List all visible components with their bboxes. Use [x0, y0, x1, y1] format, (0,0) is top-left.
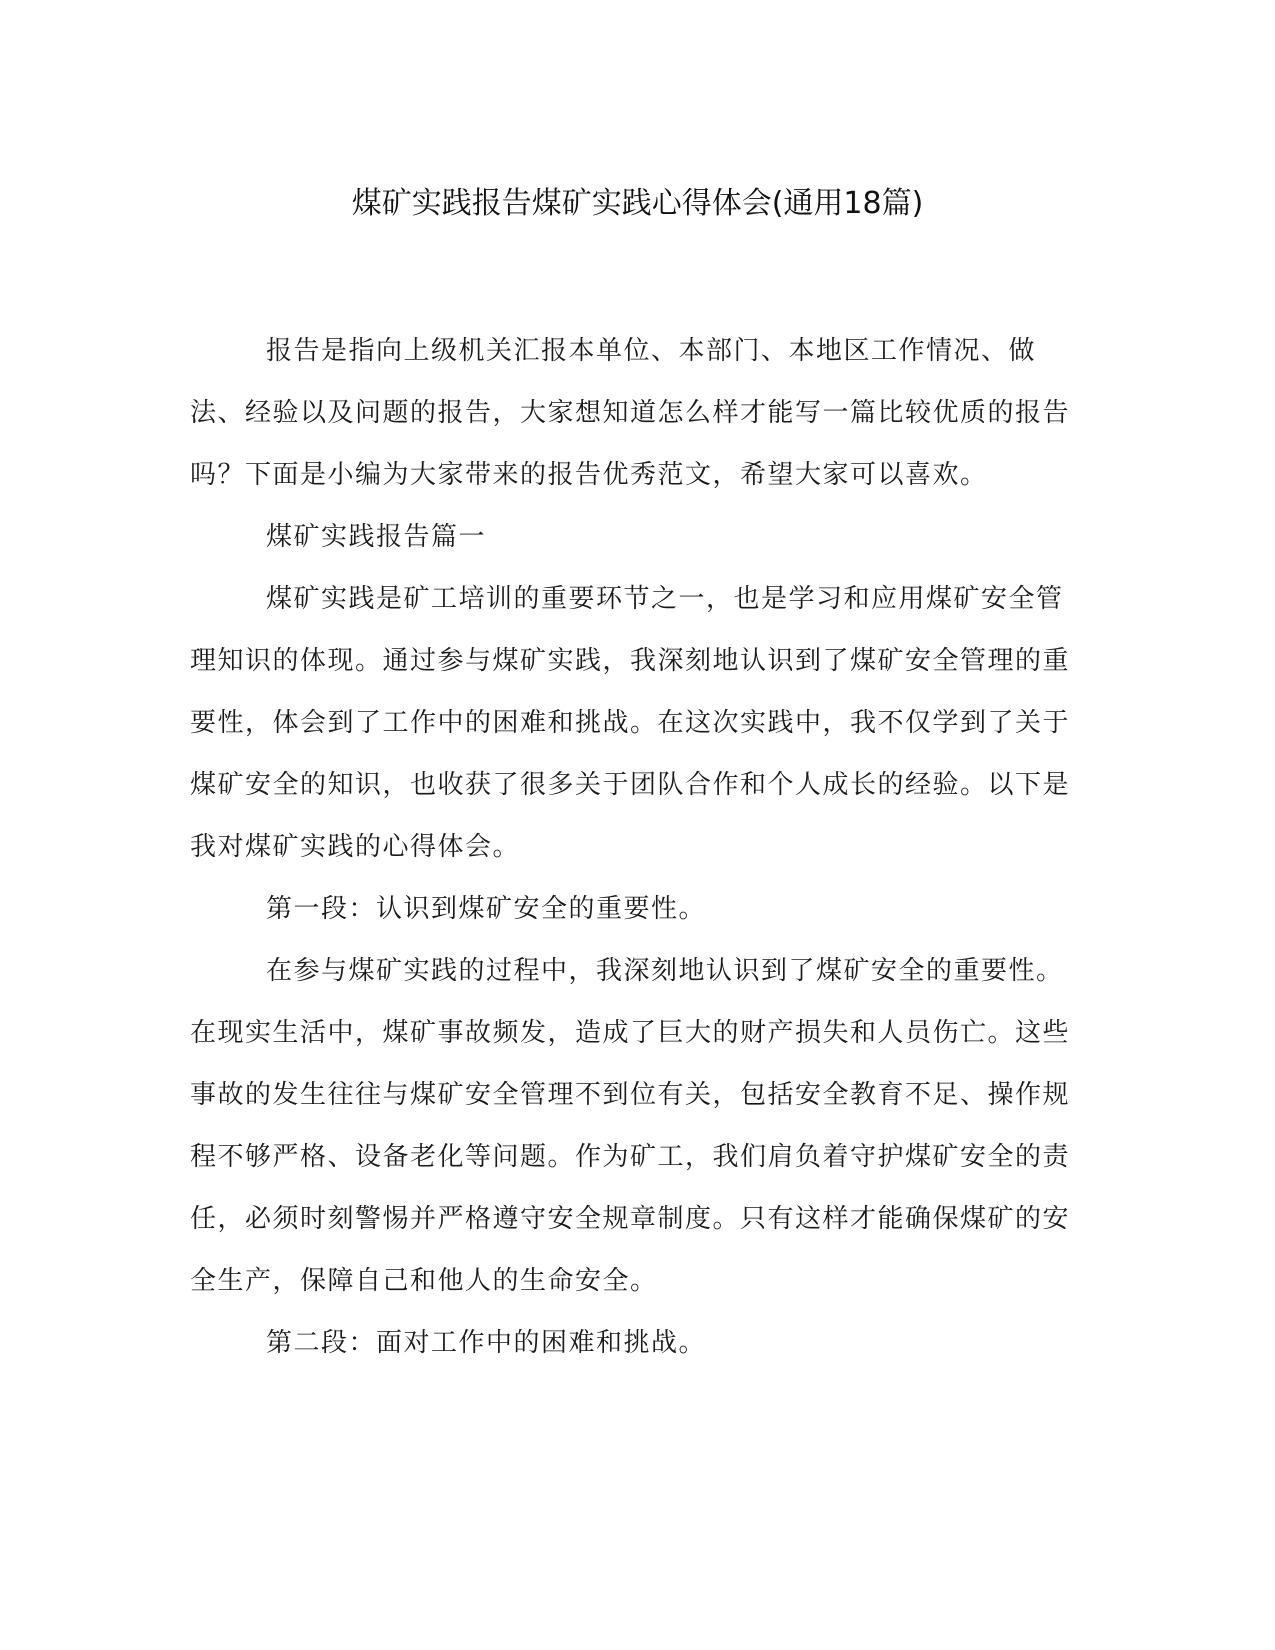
- body-paragraph: 在参与煤矿实践的过程中，我深刻地认识到了煤矿安全的重要性。在现实生活中，煤矿事故频发，造成了巨大的财产损失和人员伤亡。这些事故的发生往往与煤矿安全管理不到位有关，包括安全教育不足、操作规程不够严格、设备老化等问题。作为矿工，我们肩负着守护煤矿安全的责任，必须时刻警惕并严格遵守安全规章制度。只有这样才能确保煤矿的安全生产，保障自己和他人的生命安全。: [190, 956, 1071, 1296]
- subsection-heading-2: 第二段：面对工作中的困难和挑战。: [266, 1328, 707, 1358]
- document-body: [190, 320, 1090, 1374]
- document-title: 煤矿实践报告煤矿实践心得体会(通用18篇): [351, 186, 924, 221]
- section-heading-part-one: 煤矿实践报告篇一: [266, 522, 487, 552]
- body-paragraph: 煤矿实践是矿工培训的重要环节之一，也是学习和应用煤矿安全管理知识的体现。通过参与煤矿实践，我深刻地认识到了煤矿安全管理的重要性，体会到了工作中的困难和挑战。在这次实践中，我不仅学到了关于煤矿安全的知识，也收获了很多关于团队合作和个人成长的经验。以下是我对煤矿实践的心得体会。: [190, 584, 1071, 862]
- subsection-heading-1: 第一段：认识到煤矿安全的重要性。: [266, 894, 707, 924]
- intro-paragraph: 报告是指向上级机关汇报本单位、本部门、本地区工作情况、做法、经验以及问题的报告，大家想知道怎么样才能写一篇比较优质的报告吗？下面是小编为大家带来的报告优秀范文，希望大家可以喜欢。: [190, 336, 1071, 490]
